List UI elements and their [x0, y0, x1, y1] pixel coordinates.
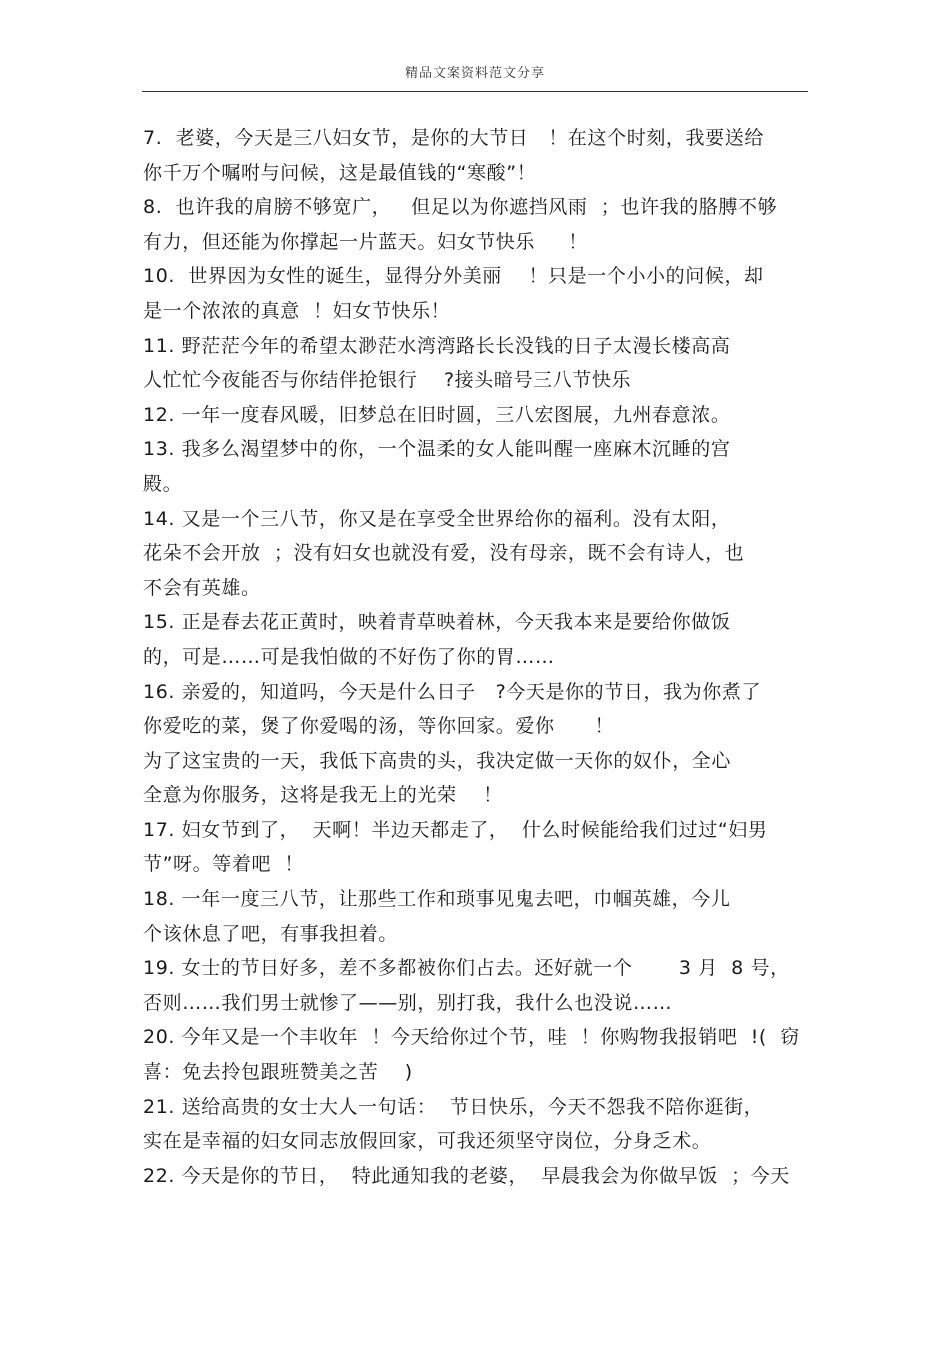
text-line: 12. 一年一度春风暖，旧梦总在旧时圆，三八宏图展，九州春意浓。 [143, 403, 731, 426]
text-line: 是一个浓浓的真意 ！妇女节快乐！ [143, 299, 451, 322]
text-line: 实在是幸福的妇女同志放假回家，可我还须坚守岗位，分身乏术。 [143, 1130, 712, 1153]
text-line: 你爱吃的菜，煲了你爱喝的汤，等你回家。爱你 ！ [143, 715, 615, 738]
text-line: 人忙忙今夜能否与你结伴抢银行 ?接头暗号三八节快乐 [143, 369, 632, 392]
text-line: 22. 今天是你的节日， 特此通知我的老婆， 早晨我会为你做早饭 ；今天 [143, 1164, 790, 1187]
text-line: 否则……我们男士就惨了——别，别打我，我什么也没说…… [143, 991, 673, 1014]
text-line: 16. 亲爱的，知道吗，今天是什么日子 ?今天是你的节日，我为你煮了 [143, 680, 762, 703]
document-body [143, 121, 813, 1193]
text-line: 15. 正是春去花正黄时，映着青草映着林，今天我本来是要给你做饭 [143, 611, 731, 634]
text-line: 21. 送给高贵的女士大人一句话： 节日快乐，今天不怨我不陪你逛街， [143, 1095, 764, 1118]
text-line: 有力，但还能为你撑起一片蓝天。妇女节快乐 ！ [143, 230, 588, 253]
text-line: 殿。 [143, 472, 183, 495]
text-line: 7. 老婆，今天是三八妇女节，是你的大节日 ！在这个时刻，我要送给 [143, 127, 764, 149]
text-line: 节”呀。等着吧 ！ [143, 853, 304, 876]
text-line: 18. 一年一度三八节，让那些工作和琐事见鬼去吧，巾帼英雄，今儿 [143, 888, 731, 911]
text-line: 13. 我多么渴望梦中的你，一个温柔的女人能叫醒一座麻木沉睡的宫 [143, 438, 731, 461]
text-line: 11. 野茫茫今年的希望太渺茫水湾湾路长长没钱的日子太漫长楼高高 [143, 334, 731, 357]
page-header-title: 精品文案资料范文分享 [404, 66, 545, 81]
text-line: 个该休息了吧，有事我担着。 [143, 922, 398, 945]
text-line: 为了这宝贵的一天，我低下高贵的头，我决定做一天你的奴仆，全心 [143, 749, 732, 772]
text-line: 20. 今年又是一个丰收年 ！今天给你过个节，哇 ！你购物我报销吧 !( 窃 [143, 1026, 800, 1049]
text-line: 10. 世界因为女性的诞生，显得分外美丽 ！只是一个小小的问候，却 [143, 265, 764, 288]
text-line: 花朵不会开放 ；没有妇女也就没有爱，没有母亲，既不会有诗人，也 [143, 542, 745, 565]
text-line: 不会有英雄。 [143, 576, 261, 599]
text-line: 8. 也许我的肩膀不够宽广， 但足以为你遮挡风雨 ；也许我的胳膊不够 [143, 196, 778, 219]
text-line: 17. 妇女节到了， 天啊！半边天都走了， 什么时候能给我们过过“妇男 [143, 818, 768, 841]
text-line: 你千万个嘱咐与问候，这是最值钱的“寒酸”！ [143, 161, 537, 184]
text-line: 喜：免去拎包跟班赞美之苦 ) [143, 1061, 413, 1084]
text-line: 的，可是……可是我怕做的不好伤了你的胃…… [143, 645, 555, 668]
text-line: 14. 又是一个三八节，你又是在享受全世界给你的福利。没有太阳， [143, 507, 731, 530]
header-divider [142, 91, 808, 92]
text-line: 19. 女士的节日好多，差不多都被你们占去。还好就一个 3 月 8 号， [143, 957, 790, 980]
text-line: 全意为你服务，这将是我无上的光荣 ！ [143, 784, 503, 807]
